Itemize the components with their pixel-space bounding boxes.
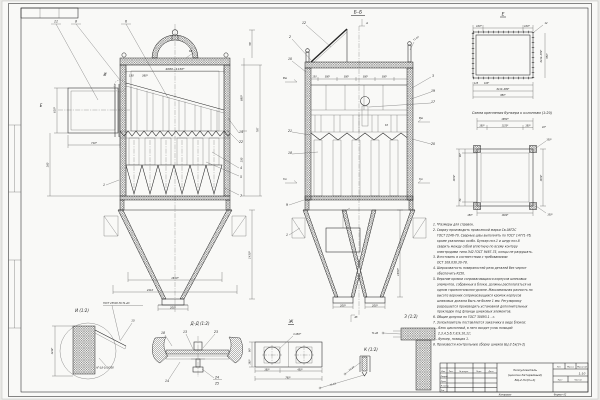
dim-label: 380* (362, 75, 369, 79)
section-title: Б–Б (353, 10, 363, 16)
weld-spec: ГОСТ 23518-79-Т1-Δ3 (103, 302, 130, 305)
drawing-title: БЦ-2-5х(3+2) (514, 378, 536, 382)
weld-ref: Т1-Δ3 (329, 382, 337, 387)
weld-ref: Т1-Δ4 (412, 35, 420, 42)
section-arrow-label: А (366, 21, 369, 25)
dim-label: 180* (264, 368, 270, 372)
right-wall (224, 65, 230, 196)
scale-value: 1:10 (578, 371, 586, 376)
dim-label: 380* (343, 75, 350, 79)
callout: 19 (430, 89, 436, 93)
note-line: 7. Золоуловитель поставляется заказчику в виде блоков: (433, 320, 527, 325)
detail-label: З (1:2) (404, 314, 418, 319)
note-line: 3. Изготовить в соответствии с требованиями (433, 255, 508, 260)
dim-label: 1240* (51, 347, 54, 355)
dim-label: 150 (312, 75, 317, 79)
callout: 7 (239, 194, 243, 198)
tb-footer: Формат А2 (553, 393, 567, 397)
detail-label: К (1:2) (364, 347, 378, 352)
note-line: элементов, собранных в блоки, должны располагаться на (437, 282, 532, 287)
note-line: 5. Верхние кромки соприкасающихся корпусов шнековых (433, 277, 527, 281)
callout: 10 (287, 57, 293, 61)
tb-row-label: Н.контр. (440, 385, 450, 388)
dim-label: 150 (129, 74, 134, 78)
detail-label: Д–Д (1:2) (190, 321, 210, 326)
note-line: кроме указанных особо. Бункер поз.1 и шнур поз.8 (437, 238, 520, 243)
view-label: Ж (288, 319, 294, 324)
note-line: ГОСТ 2246-70. Сварные швы выполнять по ГОСТ 14771-76, (437, 233, 532, 238)
callout: 11 (53, 19, 59, 24)
callout: 12 (301, 21, 307, 25)
callout: 15 (131, 318, 135, 323)
note-line: электродами типа Э42 ГОСТ 9467-75, концы не разрушать. (437, 249, 533, 254)
dim-label: 180* (525, 124, 531, 128)
callout: 5 (239, 175, 243, 179)
note-line: 6. Общие допуски по ГОСТ 30893.1 - с. (433, 315, 496, 320)
dim-label: 1650* (540, 174, 543, 182)
tb-row-label: Разраб. (440, 376, 449, 378)
scheme-caption: Схема крепления бункера к колоннам (1:20) (471, 111, 553, 115)
callout: 6 (124, 19, 128, 24)
weld-ref: Т1-Δ3 (348, 365, 356, 372)
note-line: одном горизонтальном уровне. Максимальная разность по (437, 287, 533, 292)
callout: 18 (287, 151, 293, 155)
dim-label: 12 (544, 22, 548, 25)
callout: 1 (102, 183, 106, 187)
dim-label: 100* (546, 138, 552, 142)
callout: 3 (431, 74, 435, 78)
dim-label: 58 (249, 42, 252, 46)
note-line: сварить между собой вплотную по всему контуру (437, 244, 518, 249)
dim-label: 787 (256, 127, 260, 133)
dim-label: 100* (524, 25, 530, 28)
tb-header: Масса (567, 366, 574, 369)
tb-header: Изм. (441, 370, 446, 373)
dim-label: 710* (90, 141, 98, 145)
dim-label: 880* (500, 94, 506, 98)
detail-label: Е (501, 12, 505, 18)
note-line: 2,3,4,5,6,7,8,9,10,11; (438, 331, 472, 336)
weld-spec: АГ-Δ3-100/200 (96, 366, 114, 370)
dim-label: 160* (248, 359, 252, 365)
dim-label: 150 (240, 157, 244, 163)
tb-header: Листов (574, 379, 582, 382)
weld-ref: К2 (189, 50, 192, 53)
dim-label: 880* (546, 53, 549, 59)
tb-row-label: Пров. (440, 381, 447, 383)
tb-row-label: Утв. (440, 390, 445, 392)
callout: 13 (182, 330, 188, 334)
column (530, 203, 537, 210)
detail-i-marker: И (103, 72, 107, 77)
column (530, 146, 537, 153)
view-e-marker: Е (39, 103, 43, 108)
tb-footer: Копировал (498, 393, 512, 397)
tb-header: Лист (557, 379, 563, 382)
dim-label: 2410 (146, 288, 154, 292)
note-line: – бункер, позиция 1. (436, 337, 469, 341)
dim-label: 1650* (397, 268, 400, 276)
detail-label: И (1:2) (75, 308, 89, 313)
note-line: шнековых должна быть не более 1 мм. Регулировку (437, 298, 522, 303)
callout: 22 (238, 140, 244, 144)
dim-label: 450* (297, 368, 303, 372)
dim-label: 1600* (501, 213, 509, 217)
dim-label: 180* (479, 124, 485, 128)
dim-label: 6410~880* (496, 88, 510, 92)
callout: 8 (74, 19, 78, 24)
dim-label: 40* (542, 126, 546, 129)
dim-label: 380* (142, 74, 149, 78)
dim-label: 4080~1130* (165, 67, 185, 71)
callout: 14 (164, 379, 170, 383)
note-line: 8. Произвести контрольную сборку шнеков БЦ-2-5х(3+2) (433, 342, 526, 347)
dim-label: 680* (240, 94, 244, 102)
dim-label: 1850* (501, 118, 509, 122)
dim-label: 1430* (248, 251, 252, 259)
level-mark: Гм (283, 177, 287, 181)
dim-label: 200* (371, 304, 379, 308)
dim-label: 125 (474, 82, 479, 86)
tb-header: № докум. (459, 370, 469, 373)
callout: 20 (430, 142, 436, 146)
dim-label: 160 (46, 162, 50, 168)
note-line: ОСТ 108.030.30-78. (437, 260, 468, 265)
note-line: прокладок под фланцы шнековых элементов. (437, 309, 512, 314)
dim-label: 180* (467, 213, 473, 217)
weld-ref: Т1-Δ3 (371, 332, 379, 335)
level-mark: Вм (283, 76, 287, 80)
note-line: 4. Шероховатость поверхностей реза деталей без чернот (433, 266, 527, 271)
dim-label: 90* (248, 348, 252, 352)
note-line: 2. Сварку производить проволокой марки Св-08Г2С (433, 228, 517, 232)
drawing-title: (циклон батарейный) (507, 373, 543, 377)
callout: 17 (430, 100, 436, 104)
callout: 4 (239, 166, 243, 170)
dim-label: 380* (381, 75, 388, 79)
level-mark: Гм (419, 177, 423, 181)
callout: 25 (214, 381, 220, 386)
callout: 23 (213, 330, 219, 334)
dim-label: 80 (459, 198, 462, 202)
dim-label: 100* (476, 25, 482, 28)
weld-ref: К3 (385, 124, 388, 127)
tb-header: Масштаб (577, 366, 587, 369)
note-line: обеспечить Rz50. (437, 271, 466, 276)
tb-header: Лист (448, 370, 454, 373)
note-line: – блок циклонный, в него входят узлы позиций (436, 326, 513, 331)
dim-label: 100* (484, 82, 490, 86)
callout: 14 (238, 130, 244, 134)
dim-label: 200* (169, 306, 177, 310)
dim-label: 90* (459, 153, 462, 157)
tb-header: Дата (488, 370, 494, 373)
dim-label: 1650* (453, 174, 456, 182)
dim-label: 200* (339, 304, 347, 308)
view-zh-marker: Ж (354, 315, 358, 319)
callout: 1 (285, 233, 289, 237)
callout: 9 (285, 203, 289, 207)
tb-header: Подп. (476, 370, 482, 373)
dim-label: 100* (547, 213, 553, 217)
dim-label: 1610* (171, 276, 179, 280)
dim-label: ∅450* (293, 333, 302, 336)
left-wall (120, 65, 126, 196)
note-line: разрешается производить установкой дополнительных (437, 304, 528, 309)
drawing-title: Золоуловитель (512, 368, 538, 372)
dim-label: 1320* (501, 124, 509, 128)
callout: 18 (160, 331, 166, 335)
dim-label: 610* (53, 106, 57, 114)
dim-label: 760* (285, 376, 291, 380)
callout: 24 (214, 375, 220, 380)
level-mark: Вм (419, 116, 423, 120)
dim-label: 380* (324, 75, 331, 79)
dim-label: 6410~880* (540, 49, 543, 63)
note-line: высоте верхних соприкасающихся кромок корпусов (437, 293, 522, 298)
callout: 2 (288, 35, 292, 39)
note-line: 1. *Размеры для справок. (433, 222, 474, 227)
tb-header: Лит. (556, 366, 562, 369)
callout: 21 (287, 129, 293, 133)
